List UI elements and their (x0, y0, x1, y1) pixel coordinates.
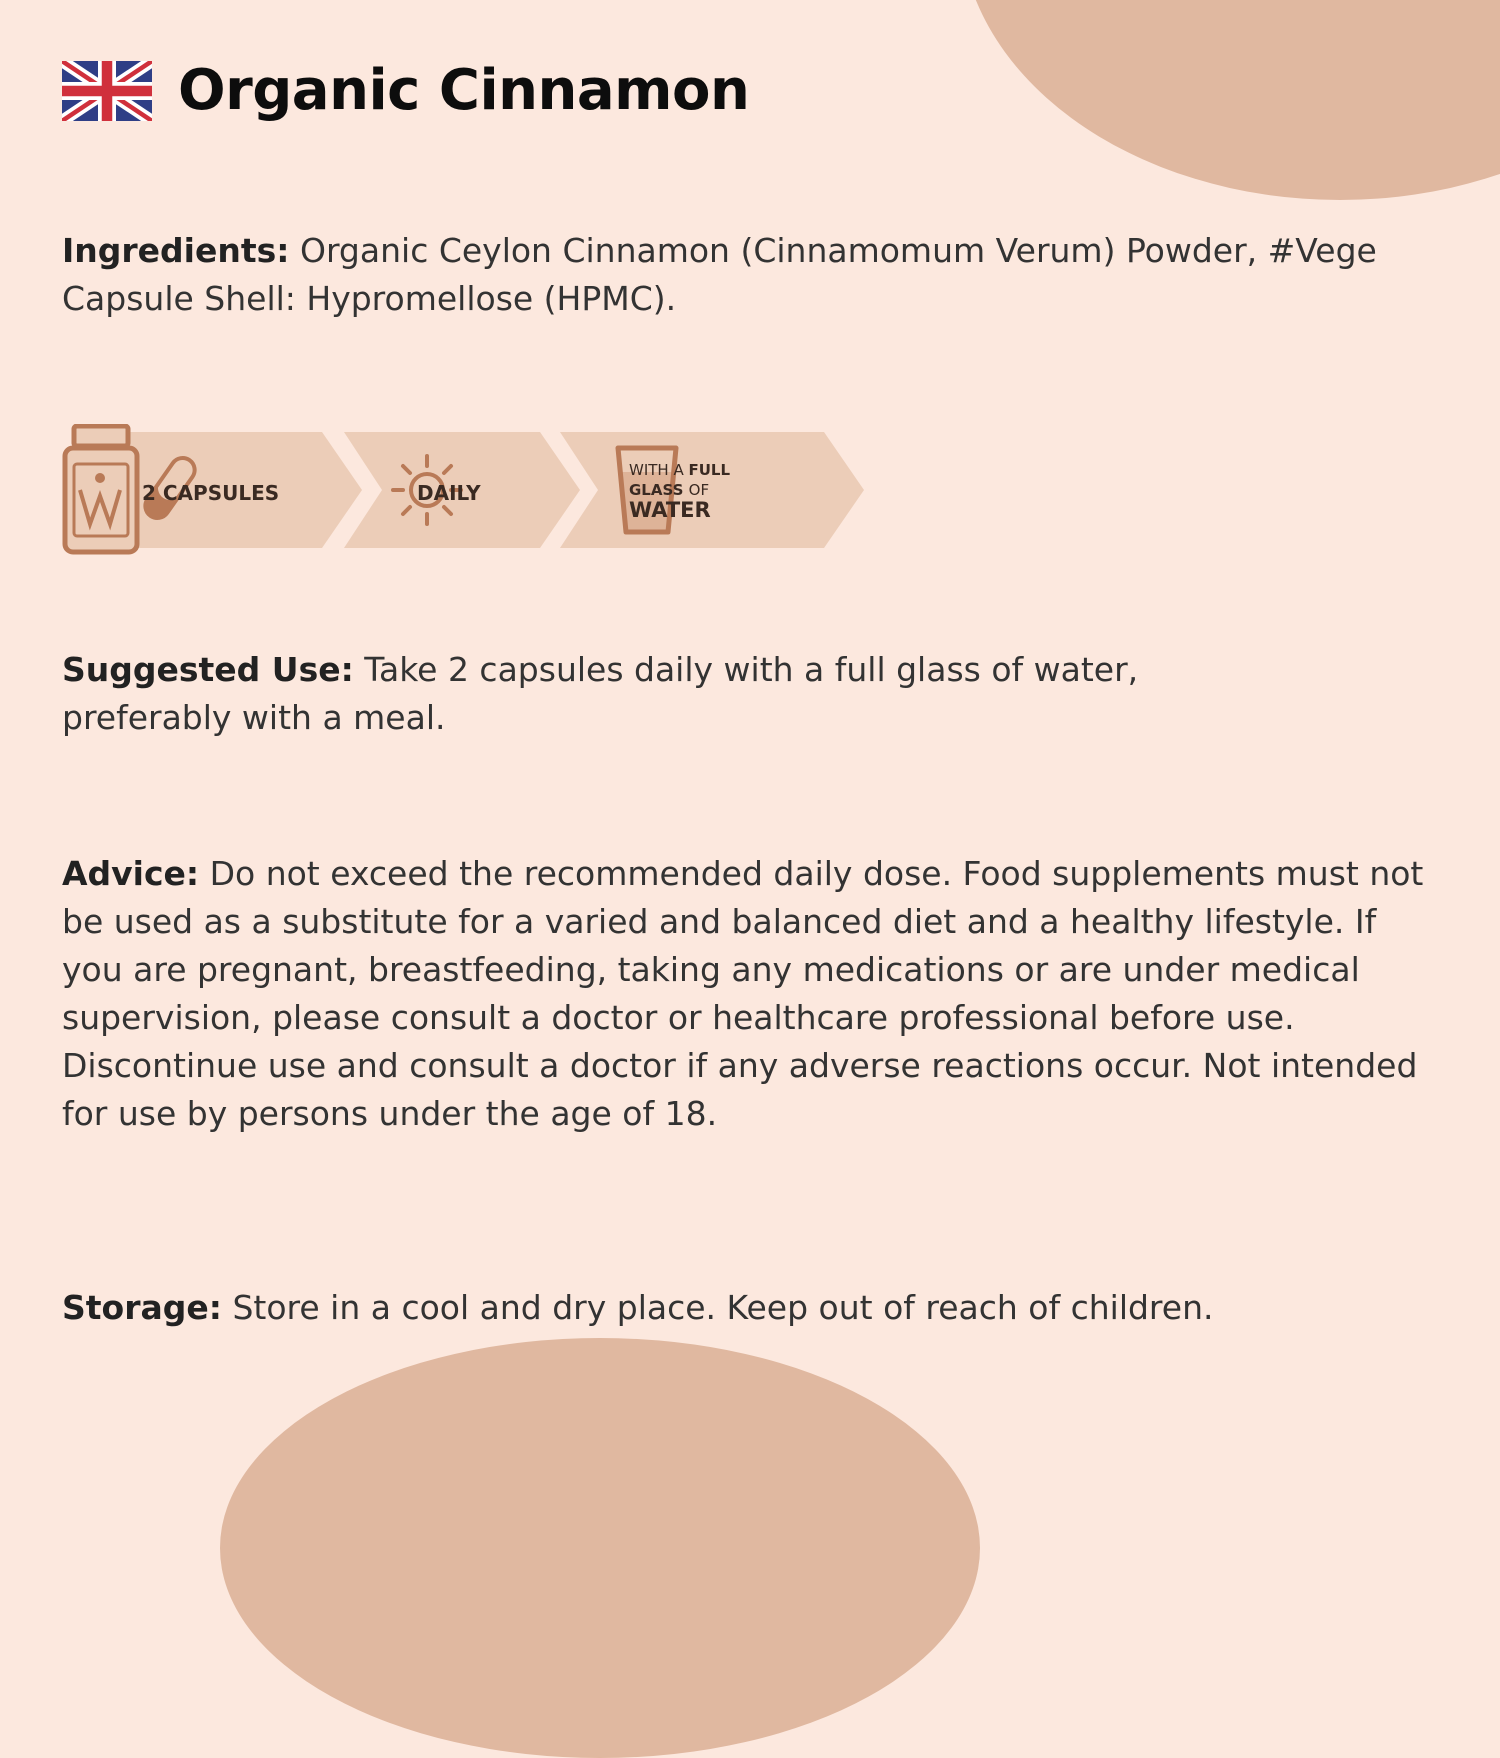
water-line2-b: OF (688, 481, 710, 499)
decorative-circle-top (960, 0, 1500, 200)
water-line3: WATER (629, 498, 711, 522)
step-daily-label: DAILY (417, 481, 481, 505)
water-line1-b: FULL (688, 461, 731, 479)
uk-flag-icon (62, 61, 152, 121)
advice-section (62, 850, 1442, 1138)
ingredients-label: Ingredients: (62, 231, 290, 270)
decorative-circle-bottom (220, 1338, 980, 1758)
suggested-use-section (62, 646, 1262, 742)
suggested-use-label: Suggested Use: (62, 650, 354, 689)
water-line2-a: GLASS (629, 481, 689, 499)
step-capsules-label: 2 CAPSULES (142, 481, 280, 505)
page-header (62, 58, 749, 123)
advice-label: Advice: (62, 854, 200, 893)
page-title: Organic Cinnamon (178, 58, 750, 123)
ingredients-text: Organic Ceylon Cinnamon (Cinnamomum Verum) Powder, #Vege Capsule Shell: Hypromellose (HPMC). (62, 231, 1377, 318)
storage-section (62, 1284, 1442, 1332)
suggested-use-text: Take 2 capsules daily with a full glass of water, preferably with a meal. (62, 650, 1139, 737)
water-line1-a: WITH A (629, 461, 689, 479)
step-water-label (629, 460, 730, 520)
storage-text: Store in a cool and dry place. Keep out of reach of children. (221, 1288, 1214, 1327)
advice-text: Do not exceed the recommended daily dose. Food supplements must not be used as a substitute for a varied and balanced diet and a healthy lifestyle. If you are pregnant, breastfeeding, taking any medications or are under medical supervision, please consult a doctor or healthcare professional before use. Discontinue use and consult a doctor if any adverse reactions occur. Not intended for use by persons under the age of 18. (62, 854, 1424, 1133)
supplement-bottle-icon (65, 426, 137, 552)
ingredients-section (62, 227, 1422, 323)
storage-label: Storage: (62, 1288, 222, 1327)
